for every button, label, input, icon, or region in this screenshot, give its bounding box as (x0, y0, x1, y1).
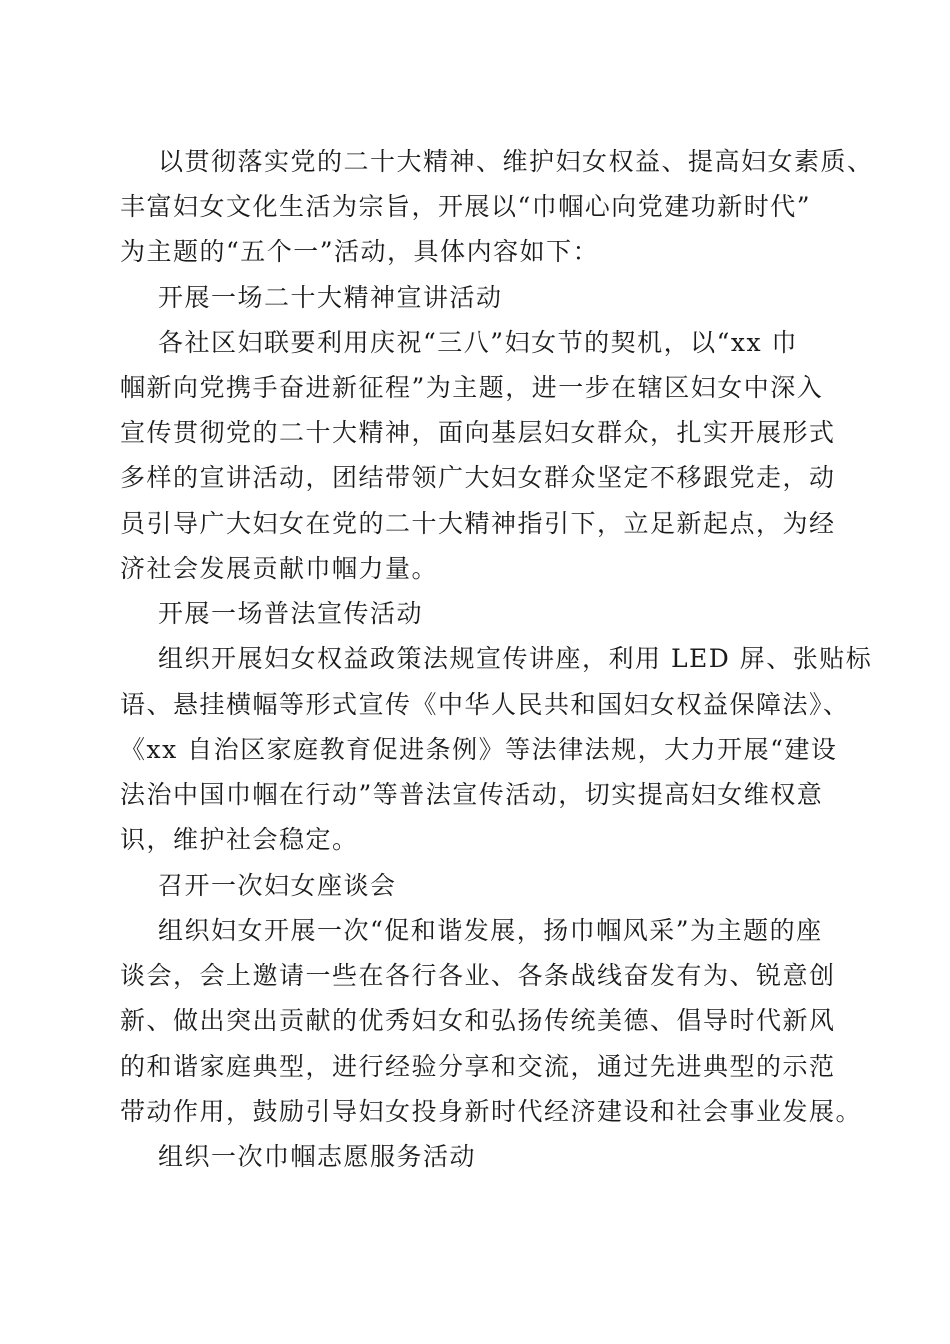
paragraph-activity-2-line-2: 语、悬挂横幅等形式宣传《中华人民共和国妇女权益保障法》、 (120, 690, 850, 719)
paragraph-activity-1-line-6: 济社会发展贡献巾帼力量。 (120, 554, 439, 583)
heading-activity-1: 开展一场二十大精神宣讲活动 (158, 283, 503, 312)
paragraph-activity-2-line-5: 识，维护社会稳定。 (120, 825, 359, 854)
paragraph-activity-1-line-4: 多样的宣讲活动，团结带领广大妇女群众坚定不移跟党走，动 (120, 463, 836, 492)
paragraph-activity-1-line-5: 员引导广大妇女在党的二十大精神指引下，立足新起点，为经 (120, 509, 836, 538)
paragraph-intro-line-2: 丰富妇女文化生活为宗旨，开展以“巾帼心向党建功新时代” (120, 192, 812, 221)
heading-activity-2: 开展一场普法宣传活动 (158, 599, 424, 628)
paragraph-activity-2-line-1: 组织开展妇女权益政策法规宣传讲座，利用 LED 屏、张贴标 (158, 644, 873, 673)
paragraph-activity-2-line-4: 法治中国巾帼在行动”等普法宣传活动，切实提高妇女维权意 (120, 780, 824, 809)
paragraph-activity-1-line-2: 帼新向党携手奋进新征程”为主题，进一步在辖区妇女中深入 (120, 373, 824, 402)
paragraph-activity-1-line-1: 各社区妇联要利用庆祝“三八”妇女节的契机，以“xx 巾 (158, 328, 798, 357)
paragraph-activity-3-line-5: 带动作用，鼓励引导妇女投身新时代经济建设和社会事业发展。 (120, 1097, 863, 1126)
paragraph-intro-line-1: 以贯彻落实党的二十大精神、维护妇女权益、提高妇女素质、 (158, 147, 874, 176)
heading-activity-3: 召开一次妇女座谈会 (158, 871, 397, 900)
paragraph-activity-2-line-3: 《xx 自治区家庭教育促进条例》等法律法规，大力开展“建设 (120, 735, 838, 764)
paragraph-activity-3-line-3: 新、做出突出贡献的优秀妇女和弘扬传统美德、倡导时代新风 (120, 1006, 836, 1035)
paragraph-intro-line-3: 为主题的“五个一”活动，具体内容如下： (120, 237, 600, 266)
paragraph-activity-3-line-1: 组织妇女开展一次“促和谐发展，扬巾帼风采”为主题的座 (158, 916, 823, 945)
paragraph-activity-3-line-2: 谈会，会上邀请一些在各行各业、各条战线奋发有为、锐意创 (120, 961, 836, 990)
paragraph-activity-3-line-4: 的和谐家庭典型，进行经验分享和交流，通过先进典型的示范 (120, 1052, 836, 1081)
heading-activity-4: 组织一次巾帼志愿服务活动 (158, 1142, 477, 1171)
paragraph-activity-1-line-3: 宣传贯彻党的二十大精神，面向基层妇女群众，扎实开展形式 (120, 418, 836, 447)
